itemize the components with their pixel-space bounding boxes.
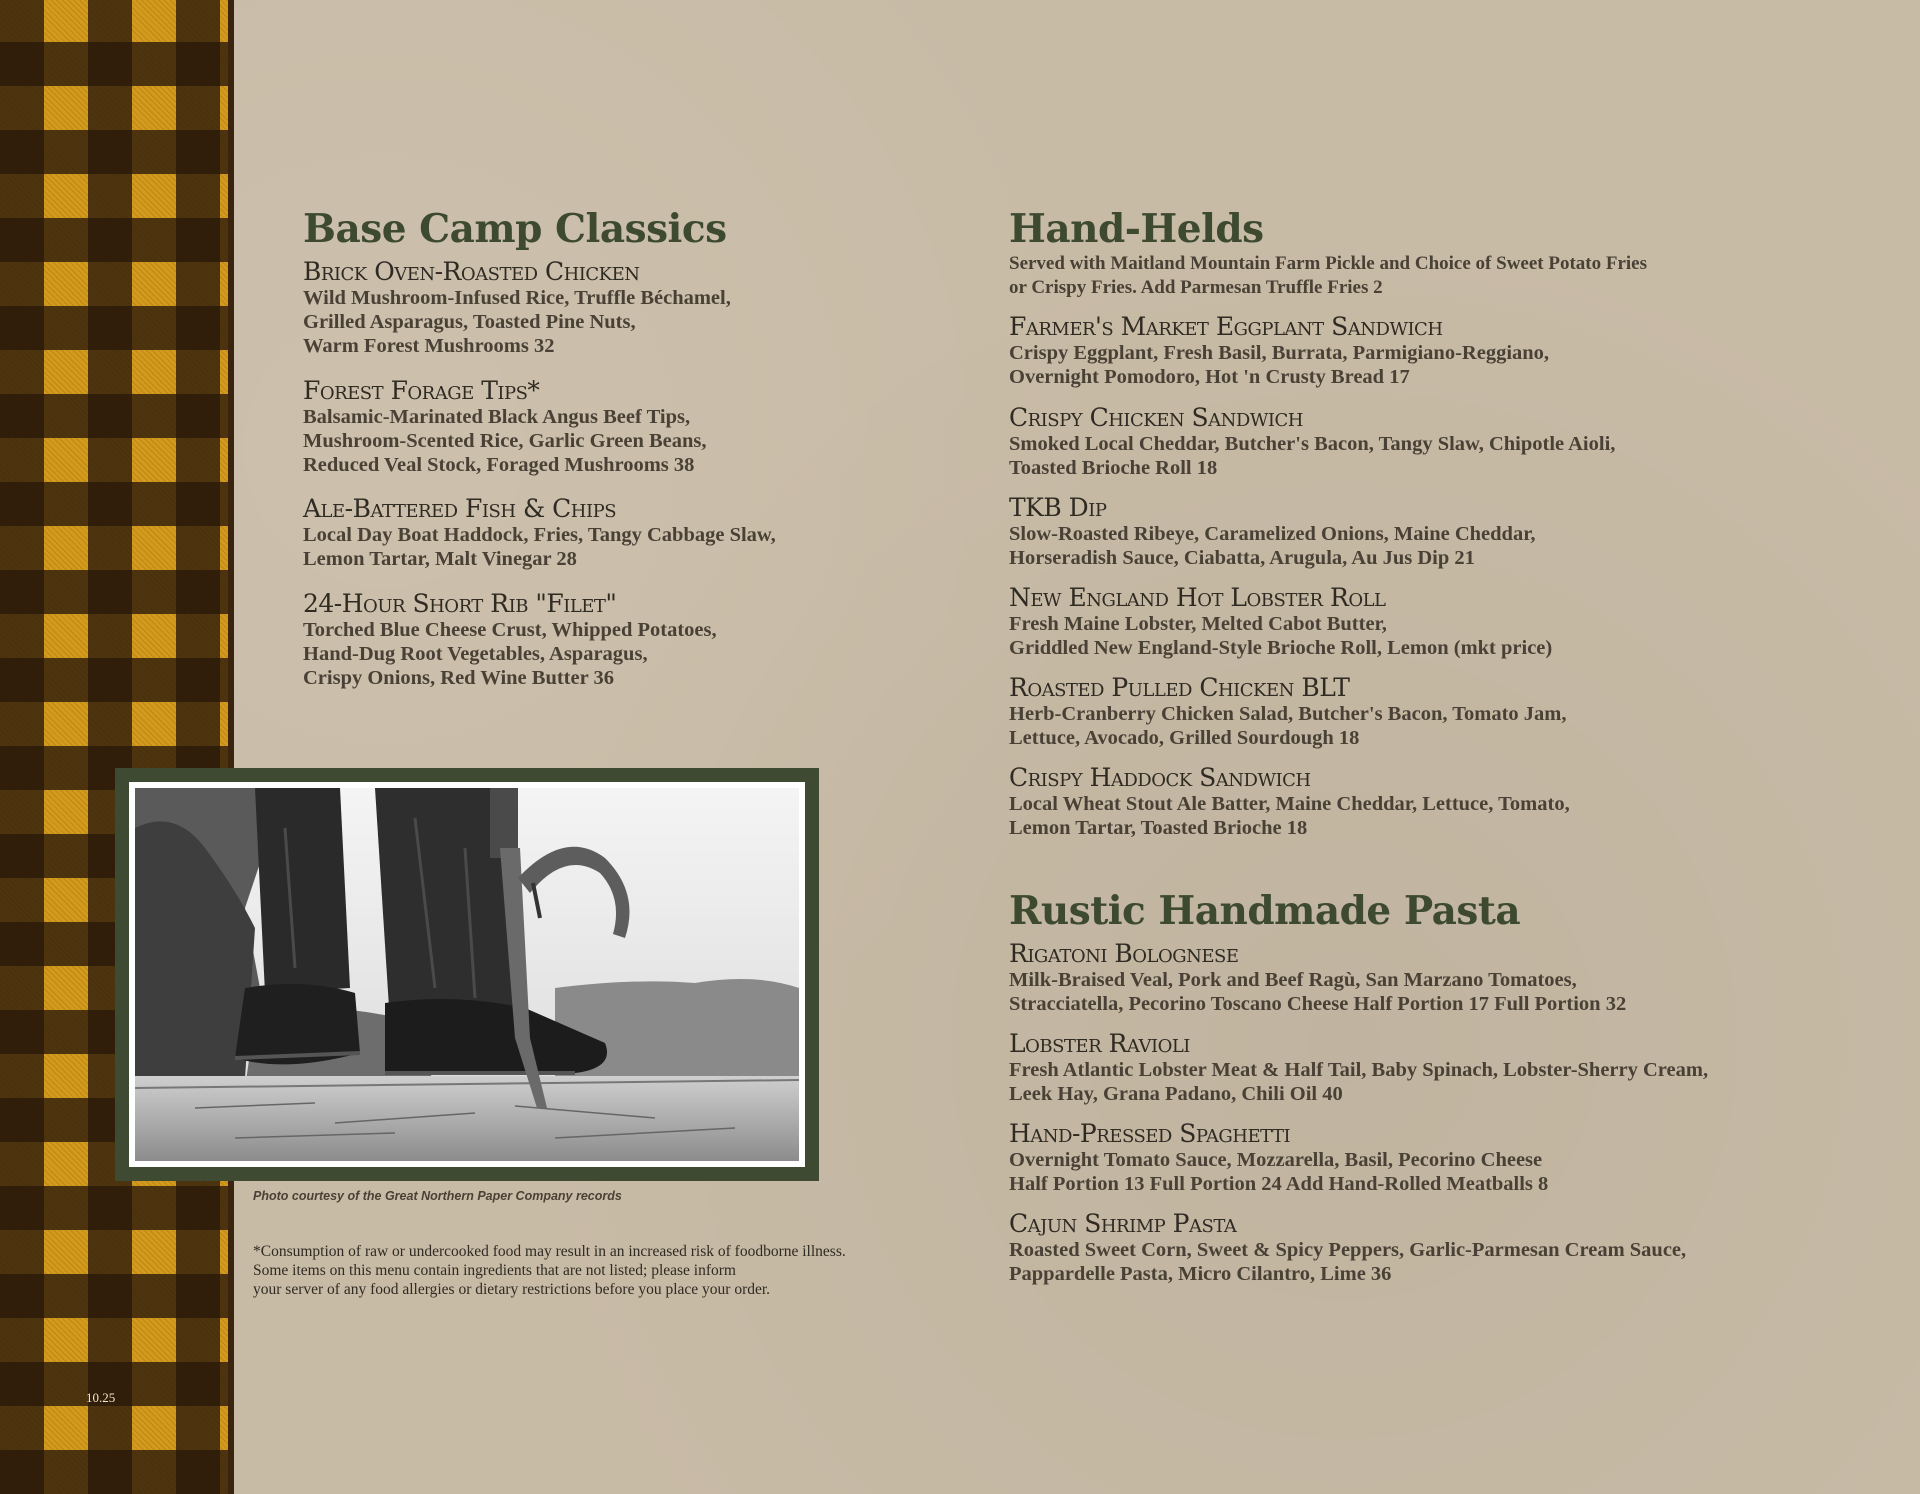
menu-item <box>1009 494 1536 570</box>
menu-item-name: Ale-Battered Fish & Chips <box>303 494 617 523</box>
menu-item-description: Torched Blue Cheese Crust, Whipped Potatoes, <box>303 619 717 641</box>
menu-item <box>303 377 707 477</box>
menu-item <box>303 590 717 690</box>
food-safety-disclaimer <box>253 1242 846 1299</box>
menu-item-name: Cajun Shrimp Pasta <box>1009 1209 1237 1238</box>
menu-item <box>303 495 776 571</box>
menu-item-name: Brick Oven-Roasted Chicken <box>303 257 640 286</box>
intro-line: Served with Maitland Mountain Farm Pickle and Choice of Sweet Potato Fries <box>1009 253 1648 274</box>
menu-item-description: Lemon Tartar, Malt Vinegar 28 <box>303 548 577 570</box>
menu-item-description: Leek Hay, Grana Padano, Chili Oil 40 <box>1009 1083 1343 1105</box>
menu-item-name: Hand-Pressed Spaghetti <box>1009 1119 1291 1148</box>
menu-item-description: Fresh Maine Lobster, Melted Cabot Butter, <box>1009 613 1387 635</box>
menu-item-description: Griddled New England-Style Brioche Roll, Lemon (mkt price) <box>1009 637 1553 659</box>
menu-item-description: Herb-Cranberry Chicken Salad, Butcher's Bacon, Tomato Jam, <box>1009 703 1567 725</box>
menu-item <box>1009 1210 1686 1286</box>
menu-item-description: Half Portion 13 Full Portion 24 Add Hand-Rolled Meatballs 8 <box>1009 1173 1549 1195</box>
section-title-rustic-handmade-pasta: Rustic Handmade Pasta <box>1009 888 1521 934</box>
menu-item-description: Mushroom-Scented Rice, Garlic Green Beans, <box>303 430 707 452</box>
disclaimer-line: your server of any food allergies or dietary restrictions before you place your order. <box>253 1281 771 1298</box>
buffalo-plaid-border <box>0 0 234 1494</box>
disclaimer-line: Some items on this menu contain ingredients that are not listed; please inform <box>253 1262 736 1279</box>
menu-item <box>1009 674 1567 750</box>
menu-item-description: Local Wheat Stout Ale Batter, Maine Cheddar, Lettuce, Tomato, <box>1009 793 1570 815</box>
menu-item <box>303 258 731 358</box>
menu-item-description: Fresh Atlantic Lobster Meat & Half Tail, Baby Spinach, Lobster-Sherry Cream, <box>1009 1059 1709 1081</box>
menu-item-description: Stracciatella, Pecorino Toscano Cheese Half Portion 17 Full Portion 32 <box>1009 993 1627 1015</box>
menu-item-description: Warm Forest Mushrooms 32 <box>303 335 555 357</box>
photo-credit: Photo courtesy of the Great Northern Paper Company records <box>253 1189 622 1203</box>
menu-item-name: Roasted Pulled Chicken BLT <box>1009 673 1350 702</box>
menu-item <box>1009 313 1549 389</box>
menu-item <box>1009 1120 1548 1196</box>
menu-version-code: 10.25 <box>86 1390 116 1405</box>
menu-item-name: Rigatoni Bolognese <box>1009 939 1239 968</box>
menu-item-name: TKB Dip <box>1009 493 1107 522</box>
menu-item-description: Smoked Local Cheddar, Butcher's Bacon, Tangy Slaw, Chipotle Aioli, <box>1009 433 1616 455</box>
menu-item <box>1009 1030 1708 1106</box>
menu-item-name: Crispy Haddock Sandwich <box>1009 763 1311 792</box>
menu-item-description: Horseradish Sauce, Ciabatta, Arugula, Au Jus Dip 21 <box>1009 547 1475 569</box>
menu-item <box>1009 404 1615 480</box>
menu-item-name: 24-Hour Short Rib "Filet" <box>303 589 617 618</box>
photo-frame <box>115 768 819 1181</box>
section-title-base-camp-classics: Base Camp Classics <box>303 206 727 252</box>
menu-item-name: New England Hot Lobster Roll <box>1009 583 1386 612</box>
menu-item-description: Grilled Asparagus, Toasted Pine Nuts, <box>303 311 636 333</box>
intro-line: or Crispy Fries. Add Parmesan Truffle Fries 2 <box>1009 277 1383 298</box>
logger-boots-illustration <box>135 788 799 1161</box>
menu-item-description: Hand-Dug Root Vegetables, Asparagus, <box>303 643 648 665</box>
disclaimer-line: *Consumption of raw or undercooked food may result in an increased risk of foodborne illness. <box>253 1243 846 1260</box>
menu-item-name: Forest Forage Tips* <box>303 376 540 405</box>
menu-item-description: Milk-Braised Veal, Pork and Beef Ragù, San Marzano Tomatoes, <box>1009 969 1577 991</box>
menu-item-description: Crispy Eggplant, Fresh Basil, Burrata, Parmigiano-Reggiano, <box>1009 342 1550 364</box>
menu-item-description: Slow-Roasted Ribeye, Caramelized Onions, Maine Cheddar, <box>1009 523 1536 545</box>
menu-item-description: Balsamic-Marinated Black Angus Beef Tips, <box>303 406 691 428</box>
menu-item-description: Roasted Sweet Corn, Sweet & Spicy Peppers, Garlic-Parmesan Cream Sauce, <box>1009 1239 1687 1261</box>
menu-item-description: Toasted Brioche Roll 18 <box>1009 457 1218 479</box>
menu-item-description: Crispy Onions, Red Wine Butter 36 <box>303 667 614 689</box>
menu-item-name: Crispy Chicken Sandwich <box>1009 403 1303 432</box>
menu-item-name: Farmer's Market Eggplant Sandwich <box>1009 312 1443 341</box>
plaid-edge-divider <box>228 0 234 1494</box>
logger-boots-photo <box>135 788 799 1161</box>
menu-item-description: Local Day Boat Haddock, Fries, Tangy Cabbage Slaw, <box>303 524 776 546</box>
menu-item <box>1009 940 1626 1016</box>
section-title-hand-helds: Hand-Helds <box>1009 206 1264 252</box>
menu-item-description: Overnight Pomodoro, Hot 'n Crusty Bread 17 <box>1009 366 1410 388</box>
menu-item-description: Reduced Veal Stock, Foraged Mushrooms 38 <box>303 454 695 476</box>
menu-item-description: Lemon Tartar, Toasted Brioche 18 <box>1009 817 1308 839</box>
menu-item-description: Lettuce, Avocado, Grilled Sourdough 18 <box>1009 727 1360 749</box>
photo-mat <box>129 782 805 1167</box>
menu-item-description: Pappardelle Pasta, Micro Cilantro, Lime 36 <box>1009 1263 1392 1285</box>
hand-helds-intro <box>1009 252 1647 300</box>
menu-item-description: Overnight Tomato Sauce, Mozzarella, Basil, Pecorino Cheese <box>1009 1149 1543 1171</box>
menu-item-description: Wild Mushroom-Infused Rice, Truffle Béchamel, <box>303 287 731 309</box>
menu-item-name: Lobster Ravioli <box>1009 1029 1190 1058</box>
menu-item <box>1009 764 1570 840</box>
menu-item <box>1009 584 1552 660</box>
